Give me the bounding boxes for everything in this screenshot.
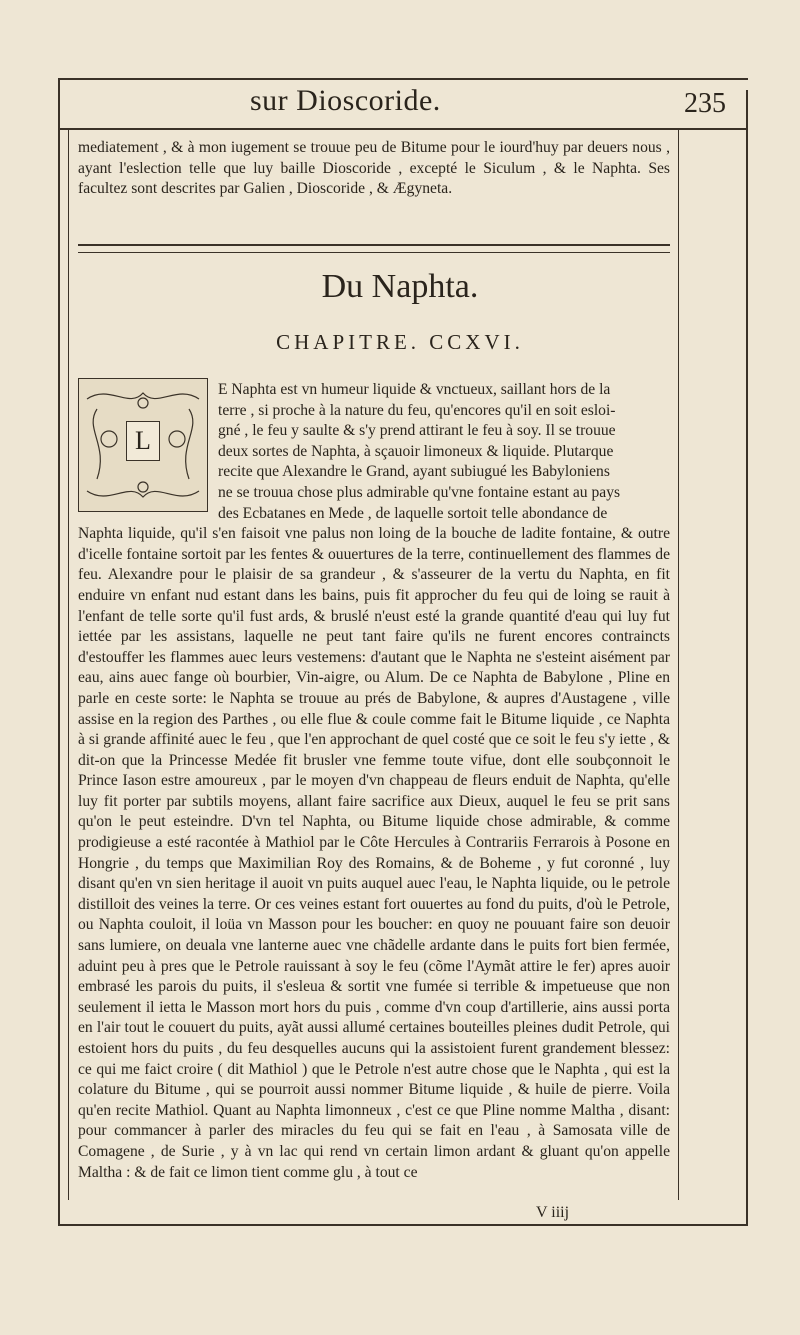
intro-text: mediatement , & à mon iugement se trouue peu de Bitume pour le iourd'huy par deuers nous , ayant l'eslection telle que luy baille Dioscoride , excepté le Siculum , & le Naphta. Ses facultez sont descrites par Galien , Dioscoride , & Ægyneta. [78, 139, 670, 198]
drop-cap-letter: L [126, 421, 160, 461]
running-title: sur Dioscoride. [250, 84, 441, 117]
intro-paragraph [78, 138, 670, 200]
frame-rule-top [58, 78, 748, 80]
body-line: E Naphta est vn humeur liquide & vnctueux, saillant hors de la [218, 381, 611, 398]
chapter-number: CHAPITRE. CCXVI. [276, 330, 524, 354]
body-line: recite que Alexandre le Grand, ayant subiugué les Babyloniens [218, 463, 610, 481]
signature-mark: V iiij [536, 1204, 570, 1221]
page-number: 235 [684, 88, 726, 119]
page-header [60, 84, 740, 128]
header-rule [60, 128, 746, 130]
chapter-title: Du Naphta. [321, 268, 479, 305]
chapter-body [78, 380, 670, 1183]
body-line: ne se trouua chose plus admirable qu'vne fontaine estant au pays [218, 483, 621, 501]
frame-rule-right [746, 90, 748, 1226]
body-paragraph: Naphta liquide, qu'il s'en faisoit vne palus non loing de la bouche de ladite fontaine, & outre d'icelle fontaine sortoit par les fentes & ouuertures de la terre, continuellement des flammes de feu. Alexandre pour le plaisir de sa grandeur , & s'asseurer de la vertu du Naphta, en fit enduire vn enfant nud estant dans les bains, puis fit approcher du feu qui de loing se rauit à l'enfant de telle sorte qu'il fust ards, & bruslé n'eust esté la grande quantité d'eau qui luy fut iettée par les assistans, laquelle ne peut tant faire qu'ils ne furent encores contraincts d'estouffer les flammes auec leurs vestemens: d'autant que le Naphta ne s'esteint aisément par eau, ains auec fange où bourbier, Vin-aigre, ou Alum. De ce Naphta de Babylone , Pline en parle en ceste sorte: le Naphta se trouue au prés de Babylone, & aupres d'Austagene , ville assise en la region des Parthes , ou elle flue & coule comme fait le Bitume liquide , ce Naphta à si grande affinité auec le feu , que l'en approchant de quel costé que ce soit le feu s'y iette , & dit-on que la Princesse Medée fit brusler vne femme toute vifue, dont elle soubçonnoit le Prince Iason estre amoureux , par le moyen d'vn chappeau de fleurs enduit de Naphta, qu'elle luy fit porter par subtils moyens, allant faire sacrifice aux Dieux, auquel le feu se prit sans qu'on le peut esteindre. D'vn tel Naphta, ou Bitume liquide chose admirable, & comme prodigieuse a esté racontée à Mathiol par le Côte Hercules à Contrariis Ferrarois à Posone en Hongrie , du temps que Maximilian Roy des Romains, & de Boheme , y fut coronné , luy disant qu'en vn sien heritage il auoit vn puits auquel auec l'eau, le Naphta liquide, ou le petrole distilloit des veines la terre. Or ces veines estant fort ouuertes au fond du puits, d'où le Petrole, ou Naphta couloit, il loüa vn Masson pour les boucher: en quoy ne pouuant faire son deuoir sans lumiere, on deuala vne lanterne auec vne chãdelle ardante dans le puits fort bien fermée, aduint peu à pres que le Petrole rauissant à soy le feu (cõme l'Aymãt attire le fer) apres auoir embrasé les parois du puits, il s'esleua & sortit vne fumée si terrible & impetueuse que non seulement il ietta le Masson mort hors du puis , comme d'vn coup d'artillerie, ains aussi porta en l'air tout le couuert du puits, ayãt aussi allumé certaines bouteilles pleines dudit Petrole, qui estoient hors du puits , du feu desquelles aucuns qui la assistoient furent grandement blessez: ce qui me faict croire ( dit Mathiol ) que le Petrole n'est autre chose que le Naphta , qui est la colature du Bitume , qui se pourroit aussi nommer Bitume liquide , & huile de pierre. Voila qu'en recite Mathiol. Quant au Naphta limonneux , c'est ce que Pline nomme Maltha , disant: pour commancer à parler des miracles du feu qui se fait en l'eau , à Samosata ville de Comagene , de Surie , y à vn lac qui rend vn certain limon ardant & gluant qu'on appelle Maltha : & de fait ce limon tient comme glu , à tout ce [78, 525, 670, 1181]
body-line: gné , le feu y saulte & s'y prend attirant le feu à soy. Il se trouue [218, 422, 616, 440]
body-line: terre , si proche à la nature du feu, qu'encores qu'il en soit esloi- [218, 401, 616, 419]
frame-rule-bottom [58, 1224, 748, 1226]
ornamental-divider [78, 244, 670, 253]
body-line: deux sortes de Naphta, à sçauoir limoneux & liquide. Plutarque [218, 442, 614, 460]
body-line: des Ecbatanes en Mede , de laquelle sortoit telle abondance de [218, 504, 608, 522]
frame-rule-left [58, 78, 60, 1226]
